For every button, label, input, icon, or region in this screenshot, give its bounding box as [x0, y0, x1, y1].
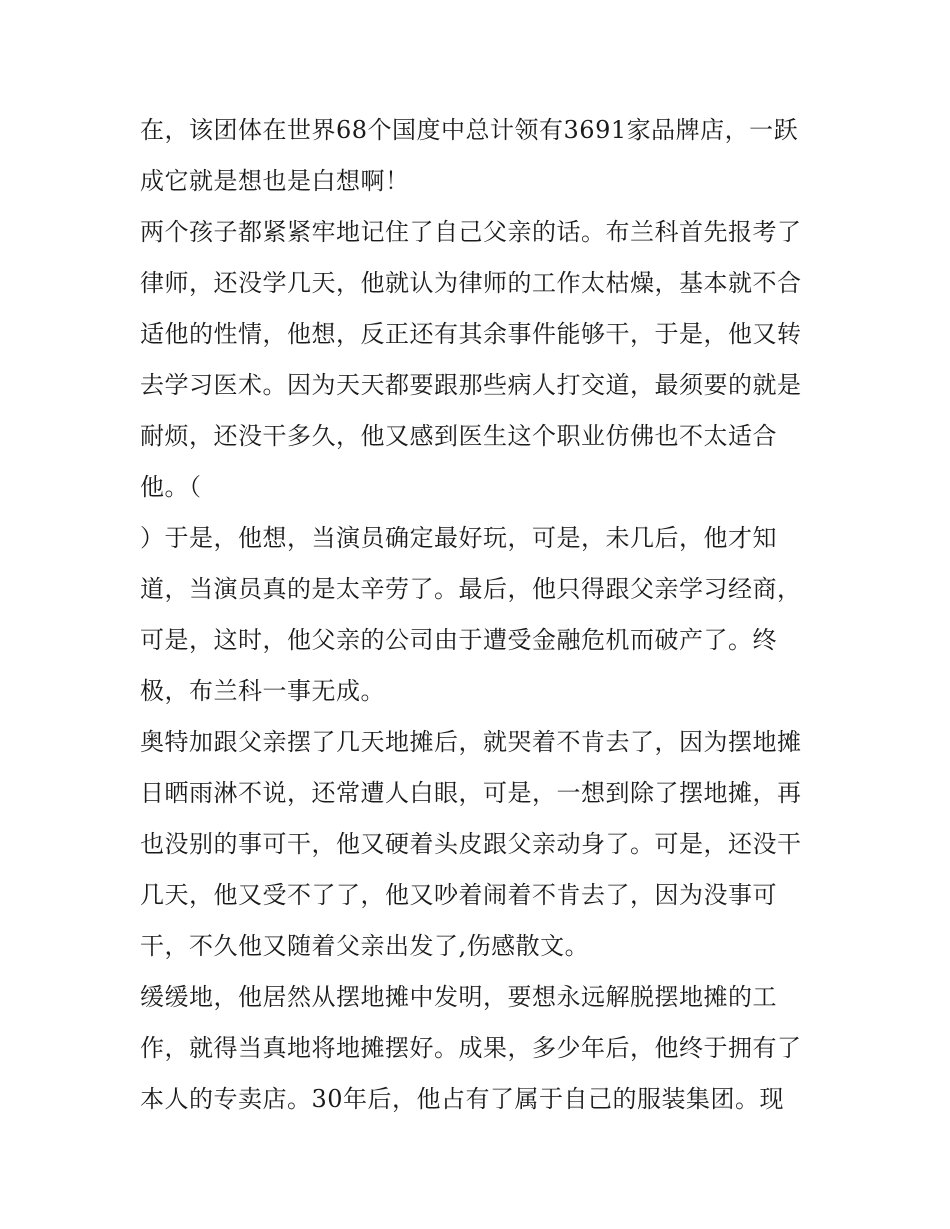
text-line: 也没别的事可干，他又硬着头皮跟父亲动身了。可是，还没干	[140, 830, 802, 858]
text-line: 奥特加跟父亲摆了几天地摊后，就哭着不肯去了，因为摆地摊	[140, 728, 802, 756]
text-line: 成它就是想也是白想啊！	[140, 167, 410, 195]
text-line: 适他的性情，他想，反正还有其余事件能够干，于是，他又转	[140, 320, 802, 348]
text-line: 耐烦，还没干多久，他又感到医生这个职业仿佛也不太适合	[140, 422, 777, 450]
text-line: 本人的专卖店。30年后，他占有了属于自己的服装集团。现	[140, 1085, 785, 1113]
text-line: 律师，还没学几天，他就认为律师的工作太枯燥，基本就不合	[140, 269, 802, 297]
text-line: 去学习医术。因为天天都要跟那些病人打交道，最须要的就是	[140, 371, 802, 399]
text-line: 在，该团体在世界68个国度中总计领有3691家品牌店，一跃	[140, 116, 799, 144]
text-line: 可是，这时，他父亲的公司由于遭受金融危机而破产了。终	[140, 626, 777, 654]
text-line: 极，布兰科一事无成。	[140, 677, 385, 705]
text-line: 干，不久他又随着父亲出发了,伤感散文。	[140, 932, 590, 960]
text-line: 两个孩子都紧紧牢地记住了自己父亲的话。布兰科首先报考了	[140, 218, 802, 246]
text-line: ）于是，他想，当演员确定最好玩，可是，未几后，他才知	[140, 524, 777, 552]
text-line: 缓缓地，他居然从摆地摊中发明，要想永远解脱摆地摊的工	[140, 983, 777, 1011]
text-line: 作，就得当真地将地摊摆好。成果，多少年后，他终于拥有了	[140, 1034, 802, 1062]
text-line: 道，当演员真的是太辛劳了。最后，他只得跟父亲学习经商，	[140, 575, 802, 603]
text-line: 几天，他又受不了了，他又吵着闹着不肯去了，因为没事可	[140, 881, 777, 909]
body-text	[140, 105, 820, 1125]
text-line: 他。（	[140, 473, 202, 501]
text-line: 日晒雨淋不说，还常遭人白眼，可是，一想到除了摆地摊，再	[140, 779, 802, 807]
